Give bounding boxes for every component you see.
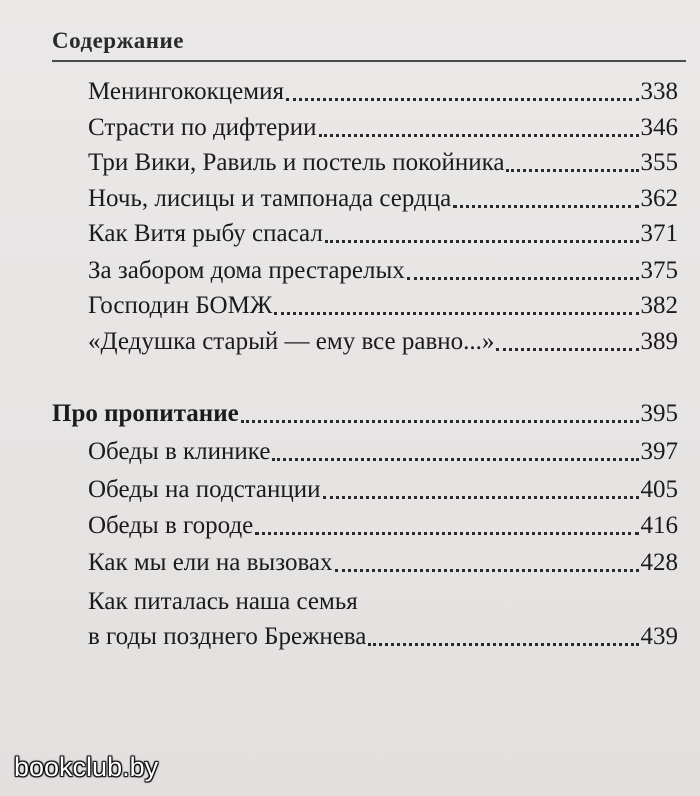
toc-entry bbox=[88, 219, 678, 249]
toc-entry-title: Обеды на подстанции bbox=[88, 476, 321, 503]
dot-leader bbox=[319, 134, 639, 137]
page-header: Содержание bbox=[52, 28, 184, 53]
toc-entry-title: Страсти по дифтерии bbox=[88, 114, 317, 141]
toc-entry bbox=[88, 437, 678, 467]
toc-entry-title: За забором дома престарелых bbox=[88, 257, 405, 284]
toc-entry-title: Ночь, лисицы и тампонада сердца bbox=[88, 185, 452, 212]
toc-entry-page: 346 bbox=[640, 114, 678, 141]
dot-leader bbox=[407, 277, 639, 280]
toc-entry bbox=[88, 475, 678, 505]
dot-leader bbox=[506, 169, 638, 172]
toc-entry-title: Господин БОМЖ bbox=[88, 292, 273, 319]
toc-entry-title: «Дедушка старый — ему все равно...» bbox=[88, 328, 495, 355]
toc-entry-page: 375 bbox=[640, 257, 678, 284]
toc-entry-page: 397 bbox=[640, 438, 678, 465]
toc-entry-page: 439 bbox=[640, 623, 678, 650]
toc-entry bbox=[88, 77, 678, 107]
toc-section-heading bbox=[52, 399, 678, 429]
toc-entry-title: Менингококцемия bbox=[88, 78, 284, 105]
toc-section-title: Про пропитание bbox=[52, 400, 239, 427]
toc-entry-title: Как питалась наша семья bbox=[88, 588, 358, 615]
dot-leader bbox=[323, 496, 639, 499]
dot-leader bbox=[453, 205, 638, 208]
dot-leader bbox=[286, 98, 639, 101]
dot-leader bbox=[272, 458, 638, 461]
dot-leader bbox=[335, 569, 639, 572]
toc-entry-title: в годы позднего Брежнева bbox=[88, 623, 367, 650]
toc-entry-page: 355 bbox=[640, 149, 678, 176]
toc-entry-page: 428 bbox=[640, 549, 678, 576]
toc-entry bbox=[88, 511, 678, 541]
toc-entry-title: Обеды в клинике bbox=[88, 438, 271, 465]
toc-entry-page: 416 bbox=[640, 512, 678, 539]
toc-entry-title: Три Вики, Равиль и постель покойника bbox=[88, 149, 505, 176]
toc-entry bbox=[88, 113, 678, 143]
dot-leader bbox=[241, 420, 639, 423]
toc-entry bbox=[88, 548, 678, 578]
dot-leader bbox=[496, 348, 638, 351]
toc-entry bbox=[88, 256, 678, 286]
toc-entry-page: 405 bbox=[640, 476, 678, 503]
toc-entry bbox=[88, 327, 678, 357]
toc-entry-page: 338 bbox=[640, 78, 678, 105]
toc-entry-line1 bbox=[88, 587, 678, 617]
toc-entry bbox=[88, 622, 678, 652]
toc-entry bbox=[88, 291, 678, 321]
dot-leader bbox=[274, 312, 638, 315]
toc-entry bbox=[88, 184, 678, 214]
dot-leader bbox=[255, 532, 638, 535]
toc-entry-page: 371 bbox=[640, 220, 678, 247]
toc-entry bbox=[88, 148, 678, 178]
dot-leader bbox=[325, 240, 639, 243]
toc-entry-page: 362 bbox=[640, 185, 678, 212]
toc-entry-page: 382 bbox=[640, 292, 678, 319]
toc-section-page: 395 bbox=[640, 400, 678, 427]
dot-leader bbox=[368, 643, 638, 646]
toc-entry-page: 389 bbox=[640, 328, 678, 355]
site-watermark: bookclub.by bbox=[14, 752, 159, 782]
toc-entry-title: Как мы ели на вызовах bbox=[88, 549, 333, 576]
toc-entry-title: Как Витя рыбу спасал bbox=[88, 220, 323, 247]
toc-entry-title: Обеды в городе bbox=[88, 512, 254, 539]
